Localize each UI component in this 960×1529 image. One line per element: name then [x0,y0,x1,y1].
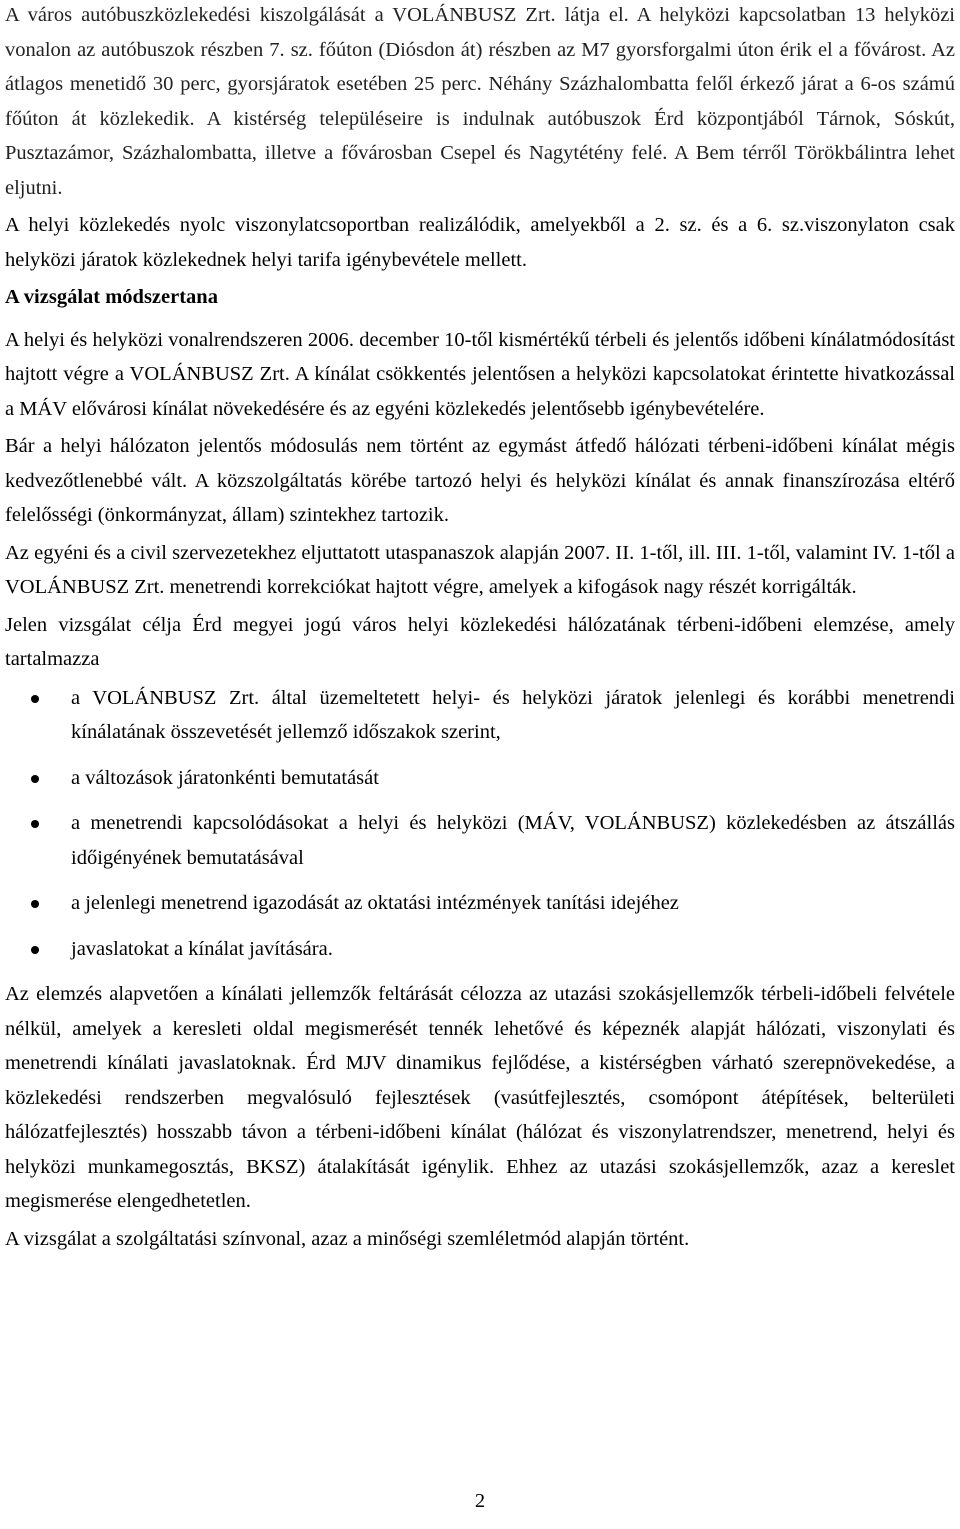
paragraph-bus-service: A város autóbuszközlekedési kiszolgálását a VOLÁNBUSZ Zrt. látja el. A helyközi kapcsolatban 13 helyközi vonalon az autóbuszok részben 7. sz. főúton (Diósdon át) részben az M7 gyorsforgalmi úton érik el a fővárost. Az átlagos menetidő 30 perc, gyorsjáratok esetében 25 perc. Néhány Százhalombatta felől érkező járat a 6-os számú főúton át közlekedik. A kistérség településeire is indulnak autóbuszok Érd központjából Tárnok, Sóskút, Pusztazámor, Százhalombatta, illetve a fővárosban Csepel és Nagytétény felé. A Bem térről Törökbálintra lehet eljutni. [5,4,955,199]
paragraph-network-changes: A helyi és helyközi vonalrendszeren 2006. december 10-től kismértékű térbeli és jelentős időbeni kínálatmódosítást hajtott végre a VOLÁNBUSZ Zrt. A kínálat csökkentés jelentősen a helyközi kapcsolatokat érintette hivatkozással a MÁV elővárosi kínálat növekedésére és az egyéni közlekedés jelentősebb igénybevételére. [5,328,955,420]
paragraph-local-transport: A helyi közlekedés nyolc viszonylatcsoportban realizálódik, amelyekből a 2. sz. és a 6. sz.viszonylaton csak helyközi járatok közlekednek helyi tarifa igénybevétele mellett. [5,214,955,271]
list-item [5,761,955,796]
paragraph-complaints: Az egyéni és a civil szervezetekhez eljuttatott utaspanaszok alapján 2007. II. 1-től, ill. III. 1-től, valamint IV. 1-től a VOLÁNBUSZ Zrt. menetrendi korrekciókat hajtott végre, amelyek a kifogások nagy részét korrigálták. [5,541,955,598]
bullet-icon [31,695,39,703]
paragraph-analysis: Az elemzés alapvetően a kínálati jellemzők feltárását célozza az utazási szokásjellemzők térbeli-időbeli felvétele nélkül, amelyek a keresleti oldal megismerését tennék lehetővé és képeznék alapját hálózati, viszonylati és menetrendi kínálati javaslatoknak. Érd MJV dinamikus fejlődése, a kistérségben várható szerepnövekedése, a közlekedési rendszerben megvalósuló fejlesztések (vasútfejlesztés, csomópont átépítések, belterületi hálózatfejlesztés) hosszabb távon a térbeni-időbeni kínálat (hálózat és viszonylatrendszer, menetrend, helyi és helyközi munkamegosztás, BKSZ) átalakítását igénylik. Ehhez az utazási szokásjellemzők, azaz a kereslet megismerése elengedhetetlen. [5,983,955,1212]
paragraph-quality: A vizsgálat a szolgáltatási színvonal, azaz a minőségi szemléletmód alapján történt. [5,1227,690,1250]
list-item [5,681,955,750]
list-item-text: a jelenlegi menetrend igazodását az oktatási intézmények tanítási idejéhez [71,892,679,914]
list-item-text: a VOLÁNBUSZ Zrt. által üzemeltetett helyi- és helyközi járatok jelenlegi és korábbi menetrendi kínálatának összevetését jellemző időszakok szerint, [71,686,955,743]
bullet-icon [31,900,39,908]
list-item [5,886,955,921]
list-item-text: javaslatokat a kínálat javítására. [71,937,333,960]
list-item [5,932,955,967]
bullet-icon [31,946,39,954]
paragraph-local-network: Bár a helyi hálózaton jelentős módosulás nem történt az egymást átfedő hálózati térbeni-időbeni kínálat mégis kedvezőtlenebbé vált. A közszolgáltatás körébe tartozó helyi és helyközi kínálat és annak finanszírozása eltérő felelősségi (önkormányzat, állam) szintekhez tartozik. [5,435,955,526]
bullet-icon [31,775,39,783]
paragraph-study-goal: Jelen vizsgálat célja Érd megyei jogú város helyi közlekedési hálózatának térbeni-időbeni elemzése, amely tartalmazza [5,613,955,670]
list-item-text: a változások járatonkénti bemutatását [71,766,379,789]
list-item-text: a menetrendi kapcsolódásokat a helyi és helyközi (MÁV, VOLÁNBUSZ) közlekedésben az átszállás időigényének bemutatásával [71,812,955,869]
document-page [5,0,955,1259]
list-item [5,806,955,875]
section-title-methodology: A vizsgálat módszertana [5,286,218,308]
study-contents-list [5,681,955,967]
bullet-icon [31,820,39,828]
page-number: 2 [474,1490,486,1512]
